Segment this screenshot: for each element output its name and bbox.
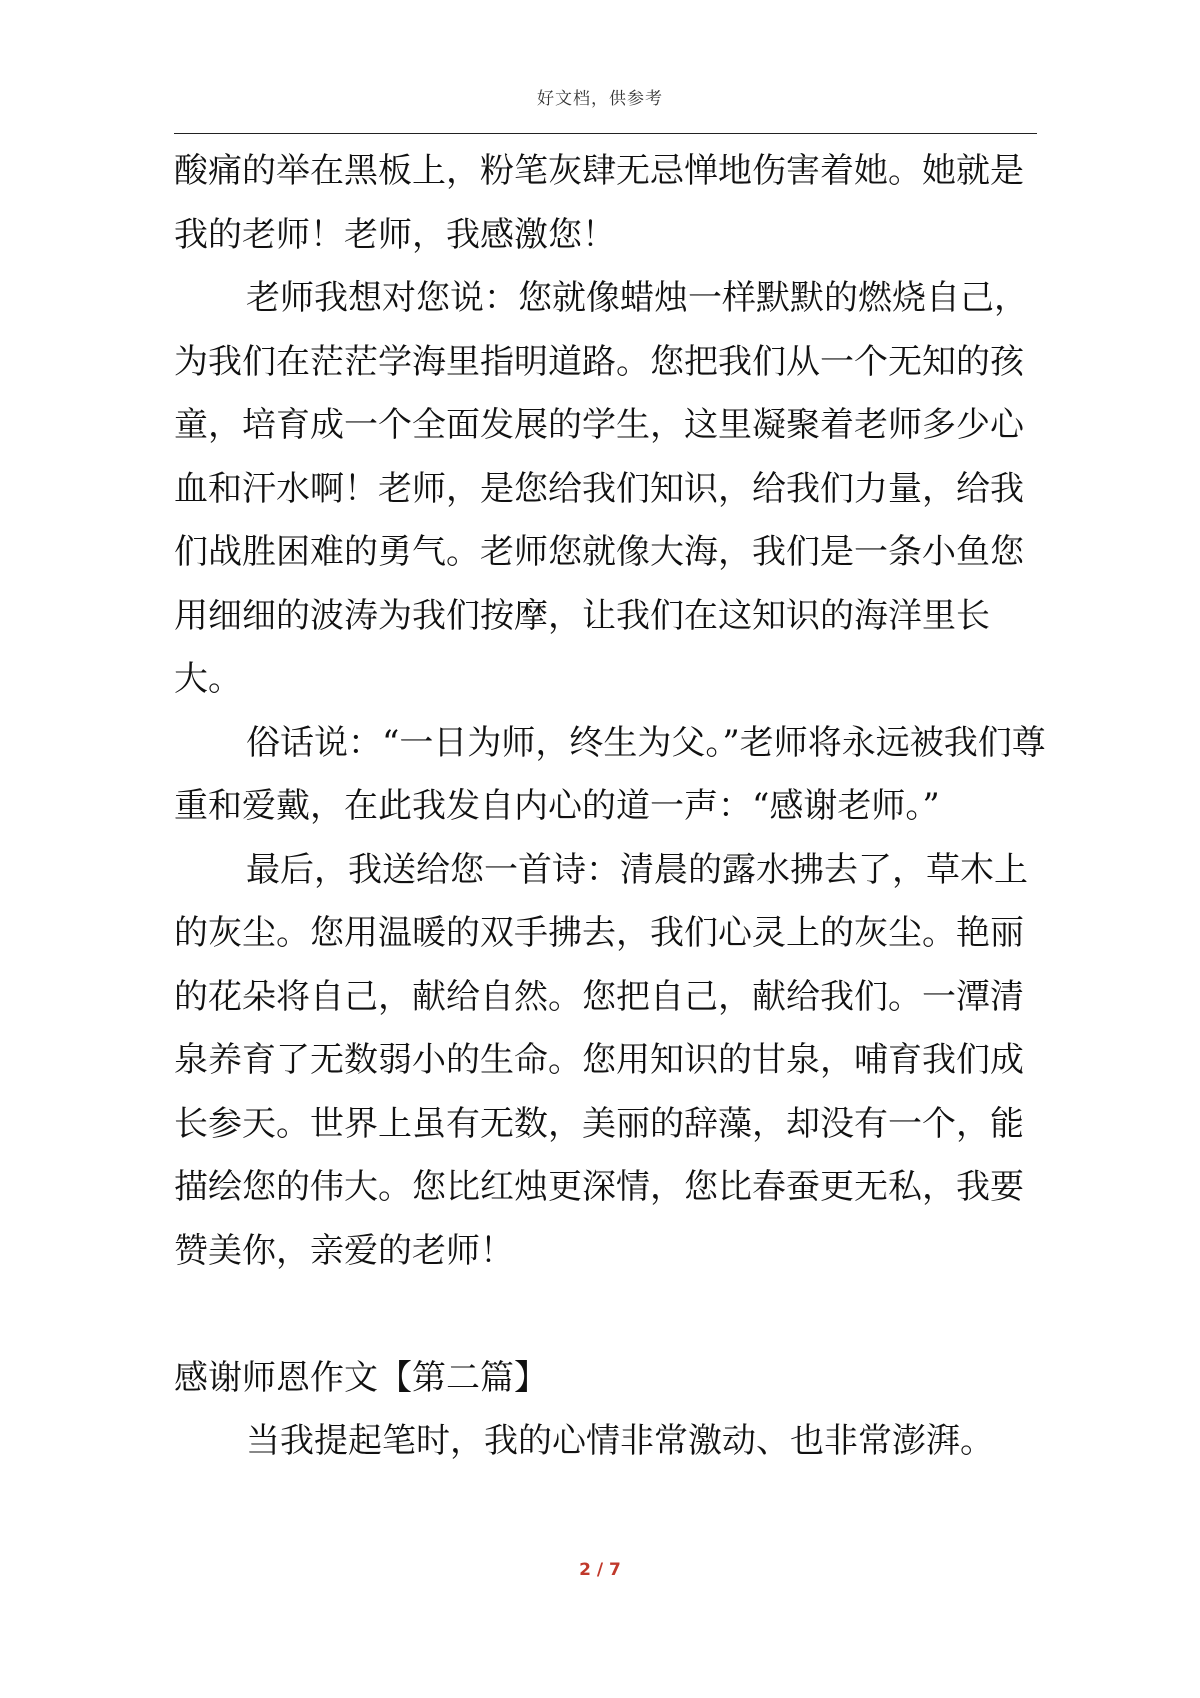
page-number: 2 / 7 [579, 1560, 621, 1580]
header-divider [174, 133, 1037, 134]
document-body [174, 140, 1054, 1474]
paragraph: 老师我想对您说：您就像蜡烛一样默默的燃烧自己，为我们在茫茫学海里指明道路。您把我们从一个无知的孩童，培育成一个全面发展的学生，这里凝聚着老师多少心血和汗水啊！老师，是您给我们知识，给我们力量，给我们战胜困难的勇气。老师您就像大海，我们是一条小鱼您用细细的波涛为我们按摩，让我们在这知识的海洋里长大。 [174, 278, 1028, 699]
page-header: 好文档，供参考 [537, 89, 663, 109]
section-heading: 感谢师恩作文【第二篇】 [174, 1357, 548, 1398]
paragraph-continuation: 酸痛的举在黑板上，粉笔灰肆无忌惮地伤害着她。她就是我的老师！老师，我感激您！ [174, 151, 1024, 255]
paragraph: 俗话说：“一日为师，终生为父。”老师将永远被我们尊重和爱戴，在此我发自内心的道一声：“感谢老师。” [174, 722, 1046, 826]
paragraph: 最后，我送给您一首诗：清晨的露水拂去了，草木上的灰尘。您用温暖的双手拂去，我们心灵上的灰尘。艳丽的花朵将自己，献给自然。您把自己，献给我们。一潭清泉养育了无数弱小的生命。您用知识的甘泉，哺育我们成长参天。世界上虽有无数，美丽的辞藻，却没有一个，能描绘您的伟大。您比红烛更深情，您比春蚕更无私，我要赞美你，亲爱的老师！ [174, 849, 1028, 1271]
paragraph: 当我提起笔时，我的心情非常激动、也非常澎湃。 [246, 1421, 994, 1461]
